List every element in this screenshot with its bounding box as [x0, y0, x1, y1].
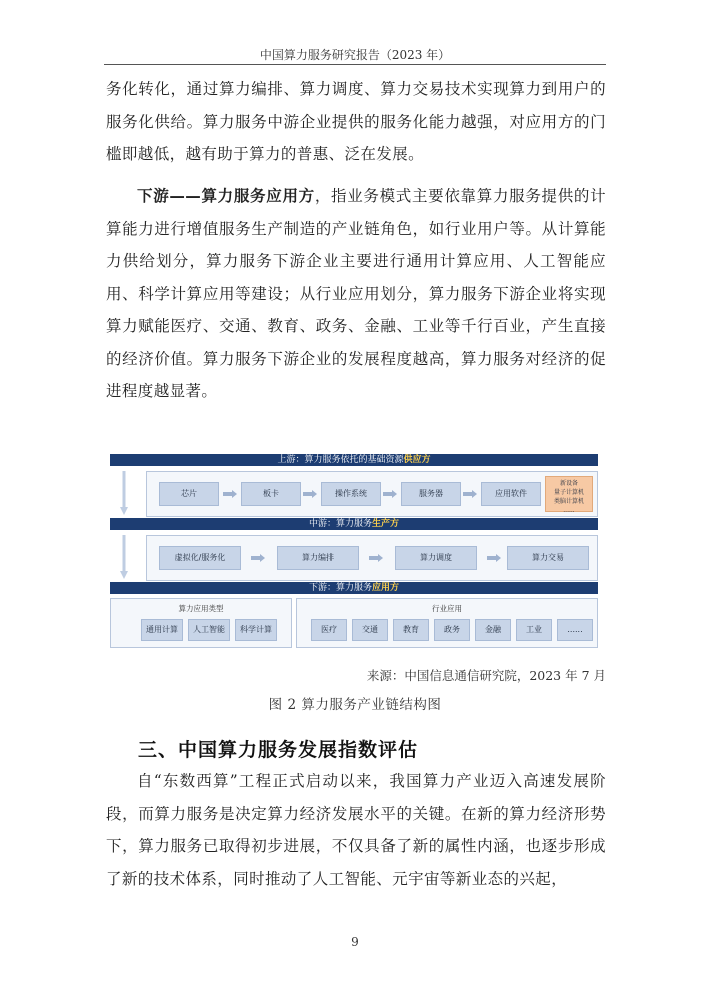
header-rule: [104, 64, 606, 65]
paragraph-text: 自“东数西算”工程正式启动以来，我国算力产业迈入高速发展阶段，而算力服务是决定算力经济发展水平的关键。在新的算力经济形势下，算力服务已取得初步进展，不仅具备了新的属性内涵，也逐步形成了新的技术体系，同时推动了人工智能、元宇宙等新业态的兴起，: [106, 772, 606, 888]
arrow-right-icon: [251, 554, 265, 562]
paragraph-text: 务化转化，通过算力编排、算力调度、算力交易技术实现算力到用户的服务化供给。算力服务中游企业提供的服务化能力越强，对应用方的门槛即越低，越有助于算力的普惠、泛在发展。: [106, 80, 606, 163]
band-label: 中游：算力服务: [308, 519, 372, 529]
node-government: 政务: [434, 619, 470, 641]
band-emphasis: 应用方: [372, 583, 400, 593]
node-medical: 医疗: [311, 619, 347, 641]
band-label: 上游：算力服务依托的基础资源: [277, 455, 404, 465]
node-os: 操作系统: [321, 482, 381, 506]
upstream-panel: [146, 471, 598, 517]
midstream-band: [110, 518, 598, 530]
upstream-band: [110, 454, 598, 466]
node-scheduling: 算力调度: [395, 546, 477, 570]
figure-source: 来源：中国信息通信研究院，2023 年 7 月: [366, 668, 606, 683]
page-header: 中国算力服务研究报告（2023 年）: [259, 48, 451, 62]
highlight-line: 类脑计算机: [553, 498, 584, 505]
downstream-band: [110, 582, 598, 594]
arrow-right-icon: [463, 490, 477, 498]
section-title: 三、中国算力服务发展指数评估: [138, 739, 419, 761]
node-more: ......: [557, 619, 593, 641]
node-server: 服务器: [401, 482, 461, 506]
node-education: 教育: [393, 619, 429, 641]
node-board: 板卡: [241, 482, 301, 506]
node-trading: 算力交易: [507, 546, 589, 570]
arrow-right-icon: [383, 490, 397, 498]
paragraph-midstream-end: [106, 73, 606, 171]
paragraph-body: ，指业务模式主要依靠算力服务提供的计算能力进行增值服务生产制造的产业链角色，如行业用户等。从计算能力供给划分，算力服务下游企业主要进行通用计算应用、人工智能应用、科学计算应用等建设；从行业应用划分，算力服务下游企业将实现算力赋能医疗、交通、教育、政务、金融、工业等千行百业，产生直接的经济价值。算力服务下游企业的发展程度越高，算力服务对经济的促进程度越显著。: [106, 187, 606, 400]
node-chip: 芯片: [159, 482, 219, 506]
panel-title: 算力应用类型: [178, 604, 224, 613]
node-ai: 人工智能: [188, 619, 230, 641]
paragraph-downstream: [106, 180, 606, 408]
node-app-software: 应用软件: [481, 482, 541, 506]
highlight-line: 量子计算机: [553, 489, 584, 496]
arrow-right-icon: [223, 490, 237, 498]
node-industry: 工业: [516, 619, 552, 641]
highlight-line: ......: [563, 507, 575, 514]
highlight-line: 新设备: [559, 480, 578, 487]
band-emphasis: 供应方: [403, 455, 431, 465]
band-emphasis: 生产方: [372, 519, 400, 529]
paragraph-section-intro: [106, 765, 606, 895]
node-general-computing: 通用计算: [141, 619, 183, 641]
down-arrow-icon: [120, 471, 128, 515]
node-transport: 交通: [352, 619, 388, 641]
down-arrow-icon: [120, 535, 128, 579]
node-new-devices: [545, 476, 593, 512]
midstream-panel: [146, 535, 598, 581]
industry-panel: [296, 598, 598, 648]
arrow-right-icon: [487, 554, 501, 562]
figure-caption: 图 2 算力服务产业链结构图: [268, 697, 442, 713]
paragraph-lead: 下游——算力服务应用方: [137, 187, 315, 205]
industry-chain-diagram: [110, 451, 598, 648]
page-number: 9: [351, 935, 359, 949]
app-type-panel: [110, 598, 292, 648]
arrow-right-icon: [369, 554, 383, 562]
arrow-right-icon: [303, 490, 317, 498]
panel-title: 行业应用: [432, 604, 462, 613]
band-label: 下游：算力服务: [308, 583, 372, 593]
paragraph-text: [106, 180, 606, 408]
node-orchestration: 算力编排: [277, 546, 359, 570]
node-scientific-computing: 科学计算: [235, 619, 277, 641]
node-finance: 金融: [475, 619, 511, 641]
node-virtualization: 虚拟化/服务化: [159, 546, 241, 570]
